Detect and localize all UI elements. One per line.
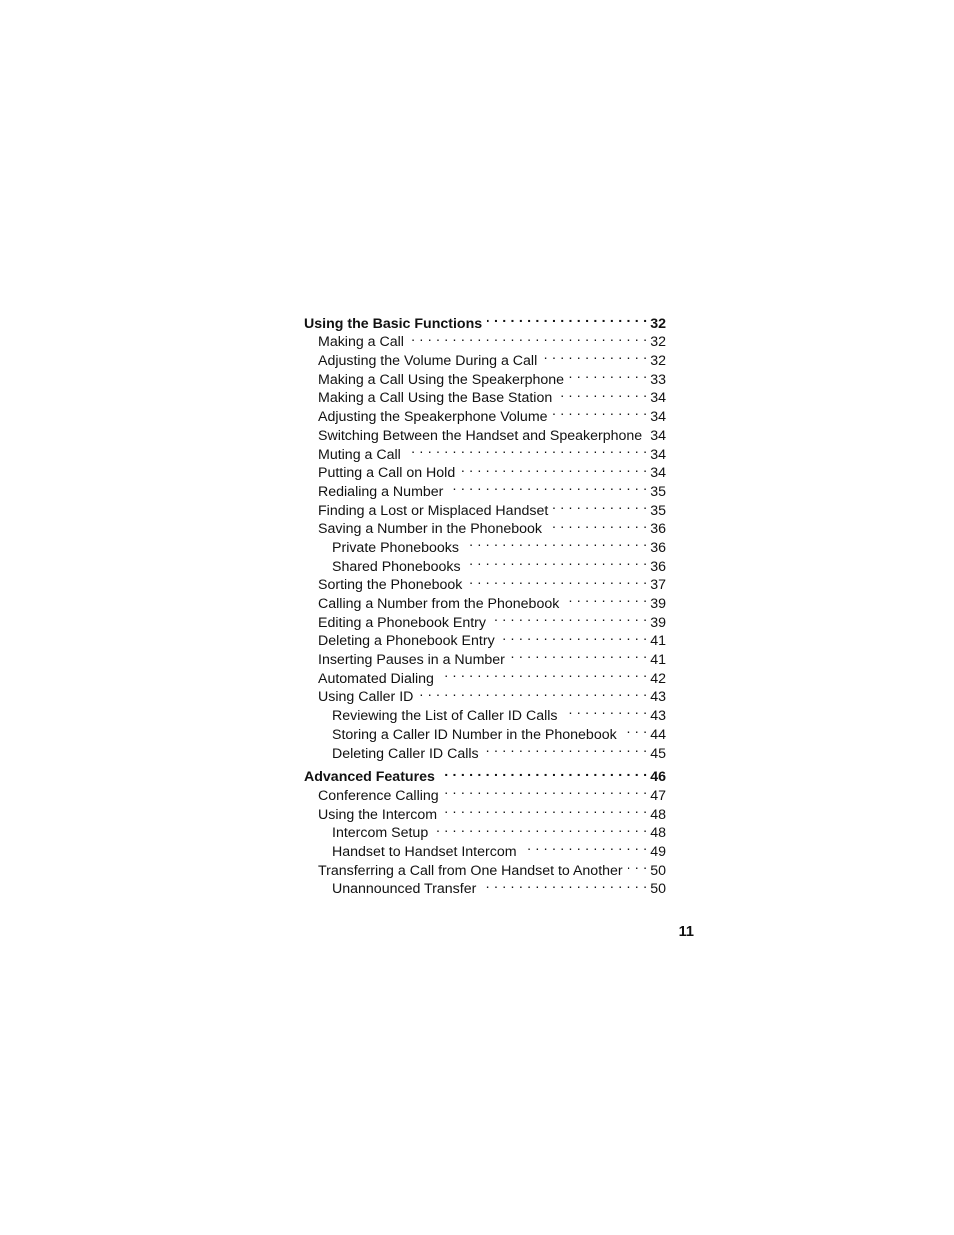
dot-leader (406, 440, 647, 459)
dot-leader (448, 477, 647, 496)
toc-entry-page: 41 (650, 633, 666, 650)
toc-heading-label: Advanced Features (304, 769, 435, 786)
toc-entry-page: 36 (650, 539, 666, 556)
toc-entry-label: Putting a Call on Hold (318, 465, 456, 482)
dot-leader (510, 645, 647, 664)
toc-entry-label: Redialing a Number (318, 483, 444, 500)
toc-entry-page: 43 (650, 689, 666, 706)
toc-entry-page: 44 (650, 726, 666, 743)
toc-entry-page: 34 (650, 465, 666, 482)
toc-section (304, 309, 666, 762)
dot-leader (464, 533, 647, 552)
toc-entry-label: Making a Call Using the Base Station (318, 390, 553, 407)
toc-heading-label: Using the Basic Functions (304, 315, 483, 332)
dot-leader (460, 459, 647, 478)
toc-entry-label: Automated Dialing (318, 670, 434, 687)
toc-entry-page: 34 (650, 446, 666, 463)
toc-entry-page: 50 (650, 862, 666, 879)
toc-entry-label: Adjusting the Speakerphone Volume (318, 409, 548, 426)
toc-entry-label: Deleting Caller ID Calls (332, 745, 479, 762)
toc-entry-label: Muting a Call (318, 446, 401, 463)
dot-leader (409, 328, 647, 347)
dot-leader (563, 701, 648, 720)
toc-entry-page: 48 (650, 806, 666, 823)
dot-leader (491, 608, 647, 627)
toc-entry-page: 48 (650, 825, 666, 842)
toc-entry-label: Editing a Phonebook Entry (318, 614, 486, 631)
toc-entry-label: Deleting a Phonebook Entry (318, 633, 495, 650)
dot-leader (628, 856, 648, 875)
toc-heading-page: 46 (650, 769, 666, 786)
dot-leader (522, 837, 648, 856)
toc-entry-label: Transferring a Call from One Handset to Another (318, 862, 623, 879)
toc-entry-label: Conference Calling (318, 787, 439, 804)
toc-section (304, 763, 666, 898)
dot-leader (433, 819, 647, 838)
toc-entry-page: 36 (650, 558, 666, 575)
toc-entry-label: Unannounced Transfer (332, 881, 477, 898)
toc-entry-page: 41 (650, 652, 666, 669)
dot-leader (442, 800, 647, 819)
dot-leader (484, 739, 648, 758)
toc-entry-label: Making a Call Using the Speakerphone (318, 371, 565, 388)
toc-entry-label: Making a Call (318, 334, 404, 351)
dot-leader (547, 515, 647, 534)
toc-entry-label: Sorting the Phonebook (318, 577, 463, 594)
toc-entry-page: 34 (650, 409, 666, 426)
dot-leader (553, 402, 648, 421)
toc-entry-label: Handset to Handset Intercom (332, 843, 517, 860)
toc-entry-page: 49 (650, 843, 666, 860)
dot-leader (500, 627, 648, 646)
table-of-contents (304, 309, 666, 898)
dot-leader (557, 384, 647, 403)
dot-leader (481, 875, 647, 894)
toc-entry-label: Switching Between the Handset and Speakerphone (318, 427, 643, 444)
toc-entry-label: Using the Intercom (318, 806, 438, 823)
dot-leader (418, 683, 647, 702)
toc-entry-label: Finding a Lost or Misplaced Handset (318, 502, 549, 519)
dot-leader (569, 365, 647, 384)
toc-entry-page: 45 (650, 745, 666, 762)
toc-entry-label: Private Phonebooks (332, 539, 459, 556)
dot-leader (444, 781, 648, 800)
toc-entry-page: 39 (650, 596, 666, 612)
toc-entry-page: 32 (650, 334, 666, 351)
toc-entry-page: 35 (650, 483, 666, 500)
dot-leader (439, 664, 647, 683)
toc-entry-page: 43 (650, 708, 666, 725)
toc-heading (304, 763, 666, 786)
toc-entry-page: 50 (650, 881, 666, 898)
toc-entry-page: 33 (650, 371, 666, 388)
toc-entry-label: Shared Phonebooks (332, 558, 461, 575)
toc-entry-page: 32 (650, 353, 666, 370)
toc-entry-page: 34 (650, 427, 666, 444)
toc-entry-page: 42 (650, 670, 666, 687)
dot-leader (487, 309, 647, 328)
toc-entries (304, 781, 666, 898)
toc-entry-label: Using Caller ID (318, 689, 414, 706)
toc-entry-page: 34 (650, 390, 666, 407)
toc-entries (304, 328, 666, 762)
toc-entry-label: Reviewing the List of Caller ID Calls (332, 708, 558, 725)
dot-leader (564, 589, 647, 608)
toc-entry-page: 35 (650, 502, 666, 519)
toc-entry-page: 47 (650, 787, 666, 804)
toc-heading (304, 309, 666, 332)
toc-entry-label: Inserting Pauses in a Number (318, 652, 505, 669)
dot-leader (440, 763, 647, 782)
toc-entry-page: 39 (650, 614, 666, 631)
dot-leader (467, 571, 647, 590)
dot-leader (622, 720, 648, 739)
toc-entry-page: 36 (650, 521, 666, 538)
dot-leader (466, 552, 648, 571)
toc-entry-label: Calling a Number from the Phonebook (318, 596, 560, 612)
toc-entry-label: Intercom Setup (332, 825, 429, 842)
toc-heading-page: 32 (650, 315, 666, 332)
toc-entry-label: Saving a Number in the Phonebook (318, 521, 542, 538)
toc-entry-label: Adjusting the Volume During a Call (318, 353, 538, 370)
dot-leader (553, 496, 647, 515)
page-number: 11 (678, 924, 694, 940)
toc-entry-label: Storing a Caller ID Number in the Phonebook (332, 726, 617, 743)
toc-entry-page: 37 (650, 577, 666, 594)
dot-leader (542, 346, 647, 365)
